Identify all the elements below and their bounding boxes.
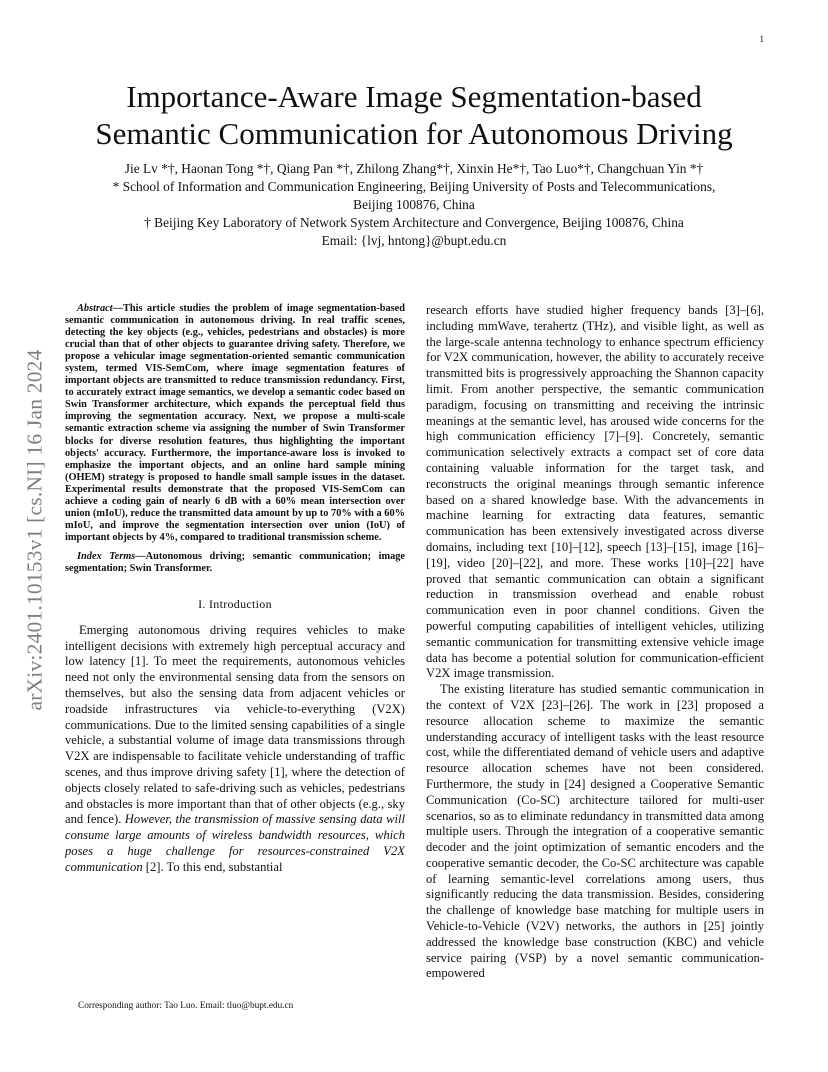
title-line-1: Importance-Aware Image Segmentation-based xyxy=(126,79,702,114)
index-terms xyxy=(65,551,405,575)
arxiv-stamp-text: arXiv:2401.10153v1 [cs.NI] 16 Jan 2024 xyxy=(22,349,47,711)
intro-text-end: [2]. To this end, substantial xyxy=(142,859,283,874)
section-heading: I. Introduction xyxy=(198,597,272,612)
left-column xyxy=(65,303,405,876)
right-paragraph-1: research efforts have studied higher frequency bands [3]–[6], including mmWave, terahertz (THz), and visible light, as well as the large-scale antenna technology to enhance spectrum efficiency for V2X communication, however, the ability to accurately receive transmitted bits is progressively approaching the Shannon capacity limit. From another perspective, the semantic communication paradigm, focusing on transmitting and receiving the intrinsic meanings at the semantic level, has aroused wide concerns for the high communication efficiency [7]–[9]. Concretely, semantic communication selectively extracts a compact set of core data containing valuable information for the target task, and reconstructs the original meanings through semantic inference based on a shared knowledge base. With the advancements in machine learning for extracting data features, semantic communication has been extensively investigated across diverse domains, including text [10]–[12], speech [13]–[15], image [16]–[19], video [20]–[22], and more. These works [10]–[22] have proved that semantic communication can obtain a significant reduction in transmission overhead and enable robust communication even in poor channel conditions. Given the powerful computing capabilities of intelligent vehicles, utilizing semantic communication for transmitting extensive vehicle image data has become a potential solution for communication-efficient V2X image transmission. xyxy=(426,303,764,681)
abstract-label: Abstract— xyxy=(77,303,123,314)
affiliation-line-2: Beijing 100876, China xyxy=(353,197,475,212)
abstract xyxy=(65,303,405,544)
paper-title xyxy=(60,78,768,152)
right-column xyxy=(426,303,764,982)
index-terms-label: Index Terms— xyxy=(77,550,146,562)
affiliation-line-1: * School of Information and Communication Engineering, Beijing University of Posts and Telecommunications, xyxy=(112,179,716,194)
intro-italic-text: However, the transmission of massive sensing data will consume large amounts of wireless bandwidth resources, which poses a huge challenge for resources-constrained V2X communication xyxy=(65,812,405,874)
author-block xyxy=(60,160,768,250)
intro-paragraph-1 xyxy=(65,623,405,876)
arxiv-stamp xyxy=(22,300,48,760)
corresponding-author-footnote: Corresponding author: Tao Luo. Email: tluo@bupt.edu.cn xyxy=(78,1001,294,1011)
right-paragraph-2: The existing literature has studied semantic communication in the context of V2X [23]–[26]. The work in [23] proposed a resource allocation scheme to maximize the semantic understanding accuracy of intelligent tasks with the least resource cost, while the differentiated demand of vehicle users and adaptive resource allocation schemes have not been considered. Furthermore, the study in [24] designed a Cooperative Semantic Communication (Co-SC) architecture tailored for multi-user scenarios, so as to eliminate redundancy in transmitted data among multiple users. Through the integration of a cooperative semantic decoder and the joint optimization of semantic encoders and the cooperative semantic decoder, the Co-SC architecture was capable of learning semantic-level correlations among users, thus significantly reducing the data transmission. Besides, considering the challenge of knowledge base matching for multiple users in Vehicle-to-Vehicle (V2V) networks, the authors in [25] jointly addressed the knowledge base construction (KBC) and vehicle service pairing (VSP) by a novel semantic communication-empowered xyxy=(426,682,764,981)
intro-text: Emerging autonomous driving requires vehicles to make intelligent decisions with extremely high perceptual accuracy and low latency [1]. To meet the requirements, autonomous vehicles need not only the environmental sensing data from the sensors on themselves, but also the sensing data from adjacent vehicles or roadside infrastructures via vehicle-to-everything (V2X) communications. Due to the limited sensing capabilities of a single vehicle, a substantial volume of image data transmissions through V2X are indispensable to facilitate vehicle understanding of traffic scenes, and thus improve driving safety [1], where the detection of objects closely related to safe-driving such as vehicles, pedestrians and obstacles is more important than that of other objects (e.g., sky and fence). xyxy=(65,622,405,827)
page-number: 1 xyxy=(759,34,764,44)
affiliation-line-3: † Beijing Key Laboratory of Network System Architecture and Convergence, Beijing 100876, China xyxy=(144,215,684,230)
abstract-text: This article studies the problem of image segmentation-based semantic communication in autonomous driving. In real traffic scenes, detecting the key objects (e.g., vehicles, pedestrians and obstacles) is more crucial than that of other objects to guarantee driving safety. Therefore, we propose a vehicular image segmentation-oriented semantic communication system, termed VIS-SemCom, where image segmentation features of important objects are transmitted to reduce transmission redundancy. First, to accurately extract image semantics, we develop a semantic codec based on Swin Transformer architecture, which expands the perceptual field thus improving the segmentation accuracy. Next, we propose a multi-scale semantic extraction scheme via assigning the number of Swin Transformer blocks for diverse resolution features, thus highlighting the important objects' accuracy. Furthermore, the importance-aware loss is invoked to emphasize the important objects, and an online hard sample mining (OHEM) strategy is proposed to handle small sample issues in the dataset. Experimental results demonstrate that the proposed VIS-SemCom can achieve a coding gain of nearly 6 dB with a 60% mean intersection over union (mIoU), reduce the transmitted data amount by up to 70% with a 60% mIoU, and improve the segmentation intersection over union (IoU) of important objects by 4%, compared to traditional transmission scheme. xyxy=(65,303,405,543)
index-terms-text: Autonomous driving; semantic communication; image segmentation; Swin Transformer. xyxy=(65,550,406,574)
author-list: Jie Lv *†, Haonan Tong *†, Qiang Pan *†, Zhilong Zhang*†, Xinxin He*†, Tao Luo*†, Changchuan Yin *† xyxy=(124,161,704,176)
author-email: Email: {lvj, hntong}@bupt.edu.cn xyxy=(321,233,507,248)
title-line-2: Semantic Communication for Autonomous Driving xyxy=(95,116,733,151)
